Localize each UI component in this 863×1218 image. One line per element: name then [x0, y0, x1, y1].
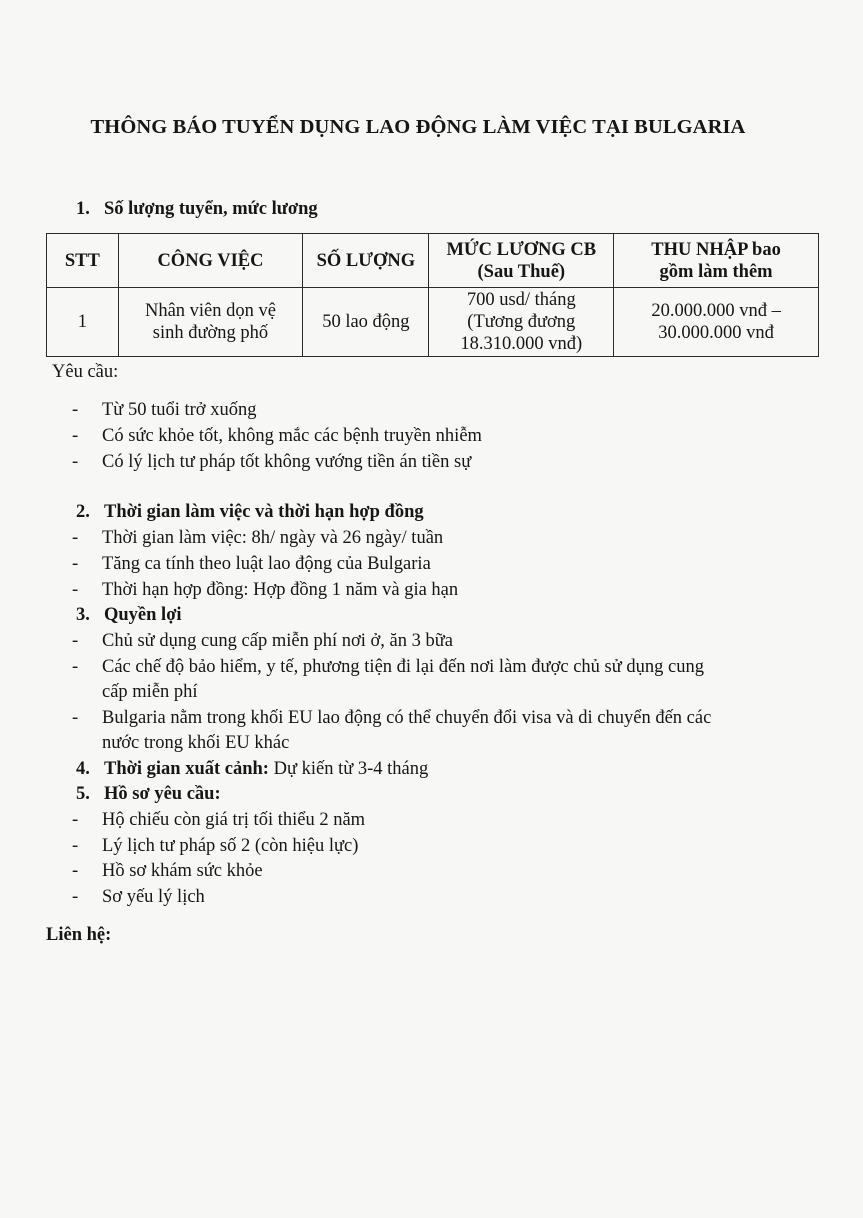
bullet-marker: -	[72, 452, 79, 472]
bullet-marker: -	[72, 554, 79, 574]
list-item: Tăng ca tính theo luật lao động của Bulgaria	[102, 554, 431, 574]
cell-quantity: 50 lao động	[303, 288, 429, 357]
bullet-marker: -	[72, 400, 79, 420]
cell-stt: 1	[47, 288, 119, 357]
requirements-label: Yêu cầu:	[52, 362, 119, 382]
section-2-heading: 2. Thời gian làm việc và thời hạn hợp đồng	[76, 502, 424, 522]
bullet-marker: -	[72, 580, 79, 600]
table-row	[47, 288, 819, 357]
header-stt: STT	[47, 234, 119, 288]
list-item-continuation: cấp miễn phí	[102, 682, 198, 702]
bullet-marker: -	[72, 426, 79, 446]
list-item: Sơ yếu lý lịch	[102, 887, 205, 907]
section-1-heading: 1. Số lượng tuyển, mức lương	[76, 199, 318, 219]
list-item: Từ 50 tuổi trở xuống	[102, 400, 257, 420]
bullet-marker: -	[72, 810, 79, 830]
cell-income: 20.000.000 vnđ – 30.000.000 vnđ	[614, 288, 819, 357]
cell-salary: 700 usd/ tháng (Tương đương 18.310.000 vnđ)	[429, 288, 614, 357]
list-item: Hồ sơ khám sức khỏe	[102, 861, 263, 881]
bullet-marker: -	[72, 657, 79, 677]
list-item: Hộ chiếu còn giá trị tối thiểu 2 năm	[102, 810, 366, 830]
list-item: Lý lịch tư pháp số 2 (còn hiệu lực)	[102, 836, 359, 856]
list-item-continuation: nước trong khối EU khác	[102, 733, 290, 753]
header-salary: MỨC LƯƠNG CB (Sau Thuế)	[429, 234, 614, 288]
table-header-row	[47, 234, 819, 288]
bullet-marker: -	[72, 887, 79, 907]
bullet-marker: -	[72, 861, 79, 881]
list-item: Có sức khỏe tốt, không mắc các bệnh truyền nhiễm	[102, 426, 482, 446]
section-3-heading: 3. Quyền lợi	[76, 605, 182, 625]
list-item: Các chế độ bảo hiểm, y tế, phương tiện đi lại đến nơi làm được chủ sử dụng cung	[102, 657, 704, 677]
list-item: Thời gian làm việc: 8h/ ngày và 26 ngày/ tuần	[102, 528, 444, 548]
contact-label: Liên hệ:	[46, 925, 112, 945]
bullet-marker: -	[72, 708, 79, 728]
list-item: Có lý lịch tư pháp tốt không vướng tiền án tiền sự	[102, 452, 472, 472]
job-table	[46, 233, 819, 357]
section-4-line: 4. Thời gian xuất cảnh: Dự kiến từ 3-4 tháng	[76, 759, 429, 779]
header-quantity: SỐ LƯỢNG	[303, 234, 429, 288]
header-income: THU NHẬP bao gồm làm thêm	[614, 234, 819, 288]
section-5-heading: 5. Hồ sơ yêu cầu:	[76, 784, 221, 804]
cell-job: Nhân viên dọn vệ sinh đường phố	[118, 288, 303, 357]
bullet-marker: -	[72, 631, 79, 651]
list-item: Bulgaria nằm trong khối EU lao động có thể chuyển đổi visa và di chuyển đến các	[102, 708, 712, 728]
list-item: Chủ sử dụng cung cấp miễn phí nơi ở, ăn 3 bữa	[102, 631, 453, 651]
bullet-marker: -	[72, 528, 79, 548]
bullet-marker: -	[72, 836, 79, 856]
document-title: THÔNG BÁO TUYỂN DỤNG LAO ĐỘNG LÀM VIỆC TẠI BULGARIA	[90, 116, 746, 138]
header-job: CÔNG VIỆC	[118, 234, 303, 288]
list-item: Thời hạn hợp đồng: Hợp đồng 1 năm và gia hạn	[102, 580, 459, 600]
